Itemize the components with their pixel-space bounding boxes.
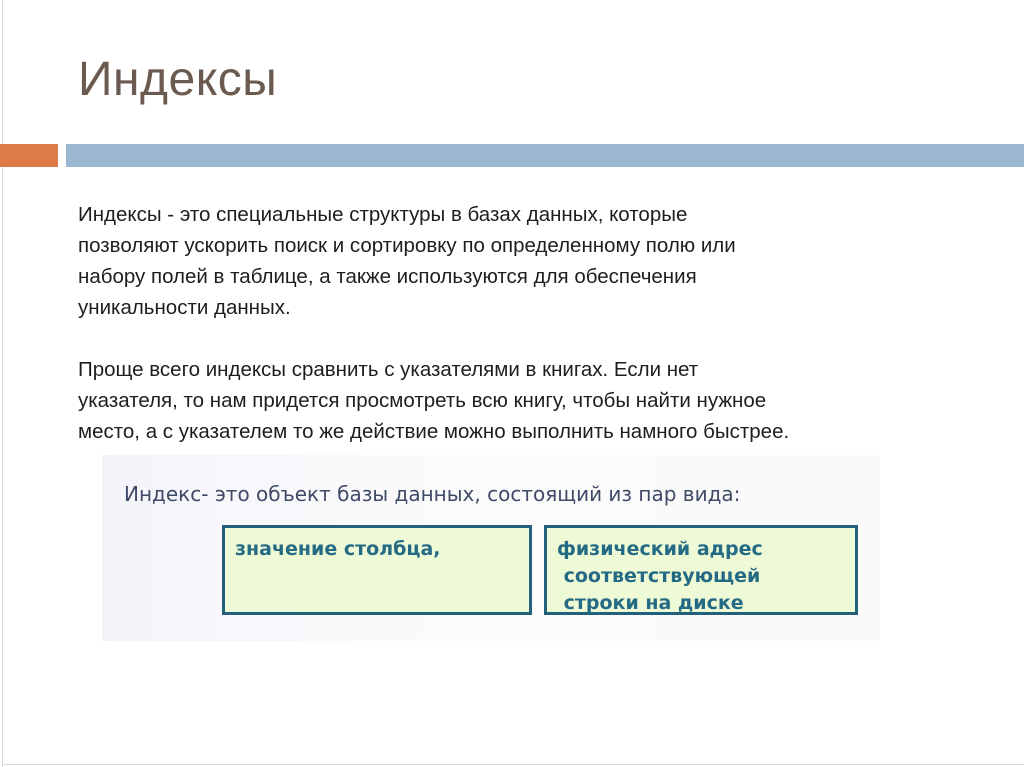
box-line: строки на диске xyxy=(557,592,744,614)
paragraph-analogy xyxy=(78,354,978,447)
paragraph-line: позволяют ускорить поиск и сортировку по определенному полю или xyxy=(78,234,736,257)
slide-bottom-border xyxy=(2,764,1024,765)
slide-title: Индексы xyxy=(78,53,278,106)
paragraph-line: набору полей в таблице, а также используются для обеспечения xyxy=(78,265,697,288)
accent-bar-orange xyxy=(0,144,58,167)
paragraph-line: Индексы - это специальные структуры в базах данных, которые xyxy=(78,203,688,226)
box-line: соответствующей xyxy=(557,565,761,587)
paragraph-line: Проще всего индексы сравнить с указателями в книгах. Если нет xyxy=(78,358,699,381)
paragraph-line: уникальности данных. xyxy=(78,296,291,319)
paragraph-line: место, а с указателем то же действие можно выполнить намного быстрее. xyxy=(78,420,790,443)
figure-caption: Индекс- это объект базы данных, состоящий из пар вида: xyxy=(124,482,741,506)
index-pair-figure xyxy=(102,455,880,641)
box-line: физический адрес xyxy=(557,538,763,560)
box-line: значение столбца, xyxy=(235,538,441,560)
accent-bar-blue xyxy=(66,144,1024,167)
physical-address-box xyxy=(544,525,858,615)
column-value-box xyxy=(222,525,532,615)
paragraph-definition xyxy=(78,199,978,323)
slide-left-border xyxy=(2,0,3,767)
paragraph-line: указателя, то нам придется просмотреть всю книгу, чтобы найти нужное xyxy=(78,389,767,412)
